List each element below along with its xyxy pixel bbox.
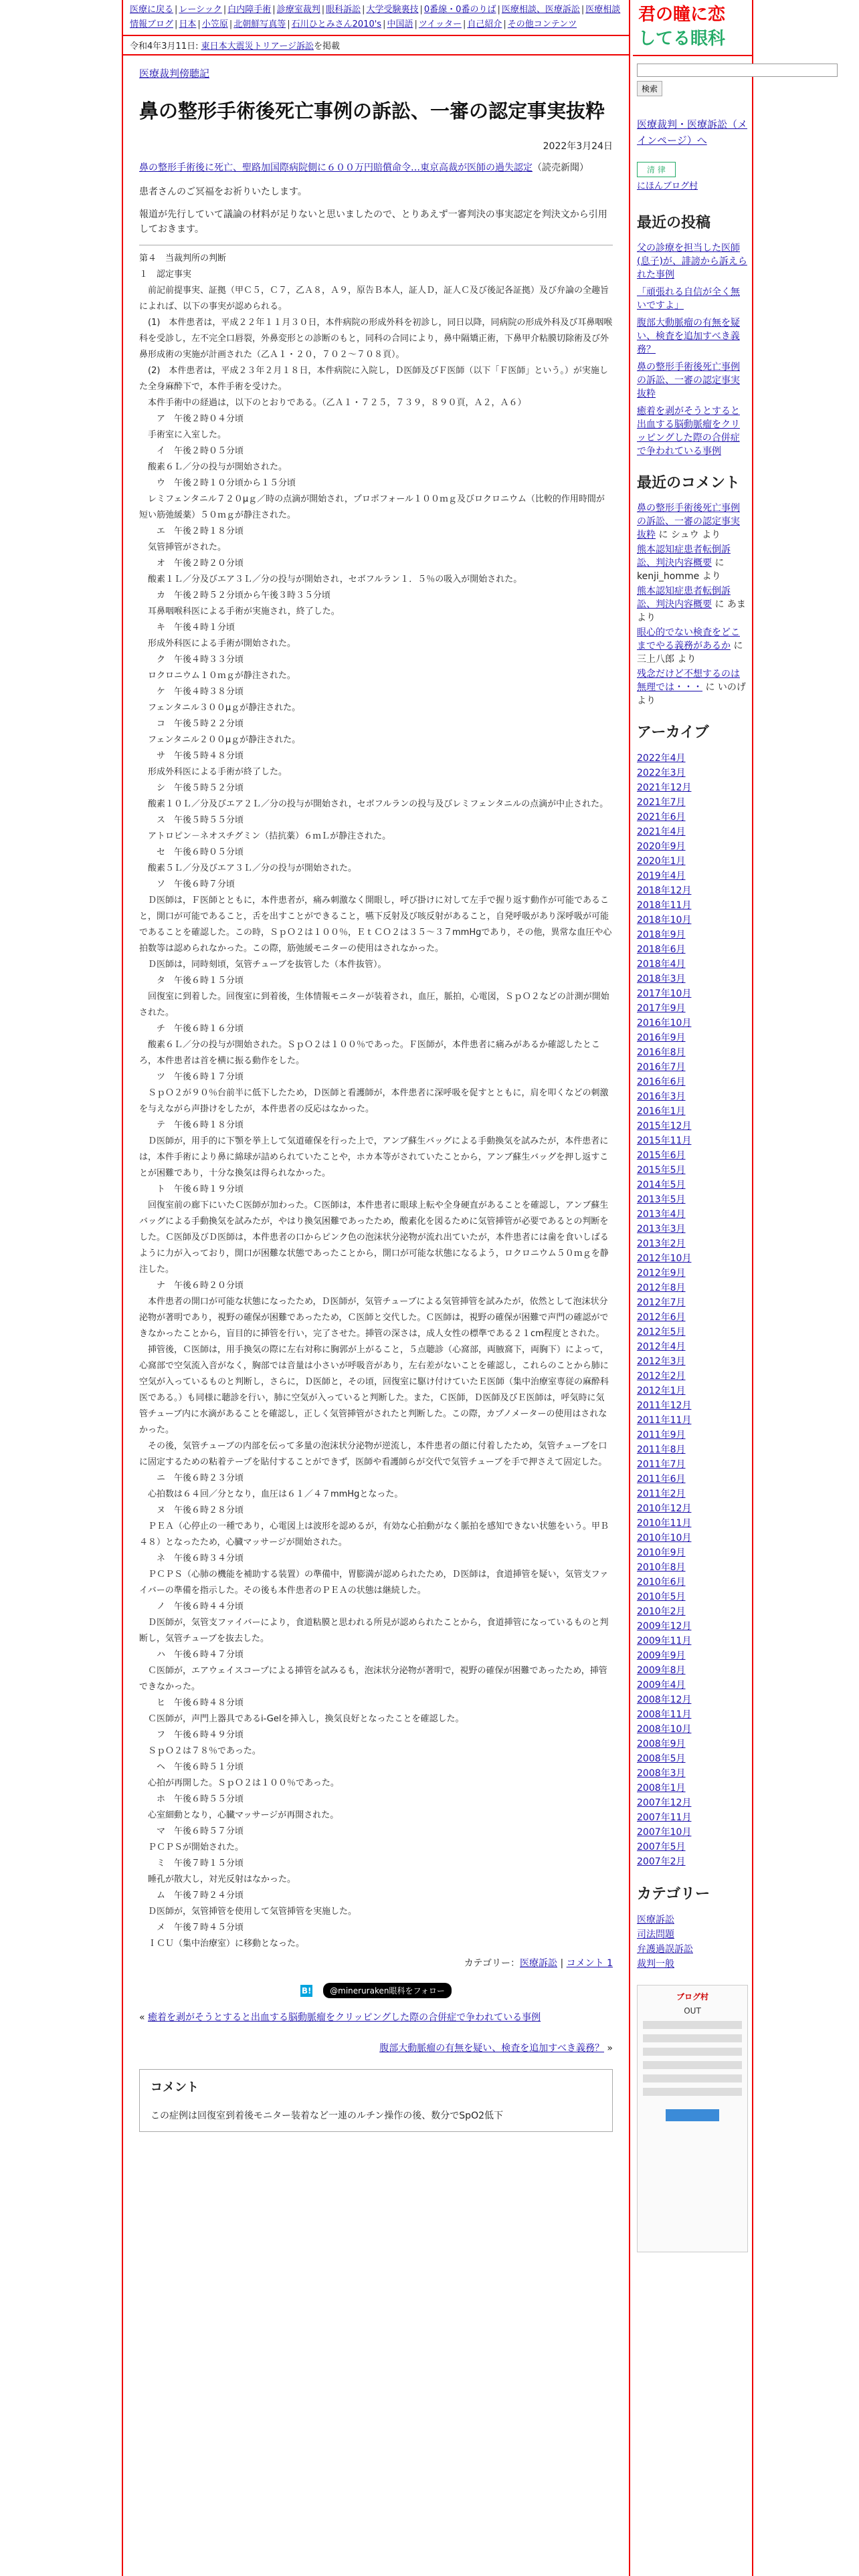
archive-link[interactable]: 2018年6月 <box>637 944 686 955</box>
archive-link[interactable]: 2015年12月 <box>637 1120 692 1132</box>
archive-link[interactable]: 2018年4月 <box>637 958 686 970</box>
archive-link[interactable]: 2022年4月 <box>637 752 686 764</box>
widget-row <box>643 2088 742 2096</box>
intro-paragraph-1: 患者さんのご冥福をお祈りいたします。 <box>139 187 307 197</box>
archive-link[interactable]: 2020年1月 <box>637 855 686 867</box>
recent-comments-list <box>637 502 748 708</box>
archive-link[interactable]: 2016年1月 <box>637 1105 686 1117</box>
recent-comment-item <box>637 667 748 708</box>
nav-separator: | <box>197 19 201 29</box>
archive-link[interactable]: 2009年9月 <box>637 1650 686 1661</box>
archive-list <box>637 751 748 1869</box>
meta-category-link[interactable]: 医療訴訟 <box>520 1958 558 1969</box>
article-title: 鼻の整形手術後死亡事例の訴訟、一審の認定事実抜粋 <box>139 100 605 122</box>
archive-link[interactable]: 2010年2月 <box>637 1606 686 1617</box>
archive-link[interactable]: 2021年12月 <box>637 782 692 793</box>
logo-line-2: してる眼科 <box>638 29 726 49</box>
article-date: 2022年3月24日 <box>543 141 613 152</box>
recent-comment-author: に 三上八郎 より <box>637 640 743 665</box>
recent-comment-link[interactable]: 鼻の整形手術後死亡事例の訴訟、一審の認定事実抜粋 <box>637 502 740 540</box>
top-navigation <box>123 0 629 36</box>
widget-row <box>643 2021 742 2029</box>
logo-line-1: 君の瞳に恋 <box>638 5 726 25</box>
recent-post-item <box>637 241 748 282</box>
nav-separator: | <box>414 19 417 29</box>
meta-label: カテゴリー： <box>464 1958 520 1969</box>
topnav-link[interactable]: 医療相談、医療訴訟 <box>501 5 580 15</box>
notice-link[interactable]: 東日本大震災トリアージ訴訟 <box>201 41 314 51</box>
topnav-link[interactable]: 医療に戻る <box>130 5 174 15</box>
recent-comment-link[interactable]: 眼心的でない検査をどこまでやる義務があるか <box>637 627 740 651</box>
topnav-link[interactable]: ツイッター <box>418 19 462 29</box>
archive-link[interactable]: 2012年7月 <box>637 1297 686 1308</box>
topnav-link[interactable]: 診療室裁判 <box>276 5 320 15</box>
archive-link[interactable]: 2009年12月 <box>637 1620 692 1632</box>
archive-link[interactable]: 2018年10月 <box>637 914 692 926</box>
site-logo[interactable] <box>633 0 752 56</box>
intro-paragraph-2: 報道が先行していて議論の材料が足りないと思いましたので、とりあえず一審判決の事実認定を判決文から引用しておきます。 <box>139 209 607 235</box>
archive-link[interactable]: 2016年8月 <box>637 1047 686 1058</box>
nav-separator: | <box>419 5 423 15</box>
twitter-follow-button[interactable]: @mineruraken眼科をフォロー <box>323 1983 452 1998</box>
widget-row <box>643 2074 742 2082</box>
archive-link[interactable]: 2016年7月 <box>637 1061 686 1073</box>
blogmura-button[interactable]: 清 律 <box>637 162 676 177</box>
prev-post-link[interactable]: 癒着を剥がそうとすると出血する脳動脈瘤をクリッピングした際の合併症で争われている事例 <box>148 2012 541 2023</box>
archive-link[interactable]: 2008年9月 <box>637 1738 686 1749</box>
archive-link[interactable]: 2007年12月 <box>637 1797 692 1808</box>
archive-link[interactable]: 2008年5月 <box>637 1753 686 1764</box>
topnav-link[interactable]: 日本 <box>179 19 197 29</box>
prev-arrow: « <box>139 2012 149 2023</box>
archive-link[interactable]: 2022年3月 <box>637 767 686 778</box>
topnav-link[interactable]: その他コンテンツ <box>507 19 577 29</box>
archive-link[interactable]: 2018年11月 <box>637 899 692 911</box>
archive-link[interactable]: 2021年7月 <box>637 796 686 808</box>
notice-bar <box>123 36 629 56</box>
archive-link[interactable]: 2010年8月 <box>637 1562 686 1573</box>
archive-link[interactable]: 2021年6月 <box>637 811 686 823</box>
archive-link[interactable]: 2011年12月 <box>637 1400 692 1411</box>
share-buttons <box>139 1983 613 1998</box>
recent-comment-link[interactable]: 熊本認知症患者転倒訴訟、判決内容概要 <box>637 544 731 568</box>
archive-link[interactable]: 2016年3月 <box>637 1091 686 1102</box>
recent-posts-title: 最近の投稿 <box>637 214 711 231</box>
archive-link[interactable]: 2012年2月 <box>637 1370 686 1382</box>
topnav-link[interactable]: 白内障手術 <box>227 5 272 15</box>
nav-separator: | <box>321 5 325 15</box>
archive-link[interactable]: 2013年5月 <box>637 1194 686 1205</box>
topnav-link[interactable]: 0番線・0番のりば <box>423 5 496 15</box>
archive-link[interactable]: 2015年6月 <box>637 1150 686 1161</box>
archive-link[interactable]: 2010年11月 <box>637 1517 692 1529</box>
topnav-link[interactable]: 大学受験裏技 <box>366 5 419 15</box>
archive-link[interactable]: 2016年9月 <box>637 1032 686 1043</box>
archive-link[interactable]: 2008年11月 <box>637 1709 692 1720</box>
recent-comment-link[interactable]: 残念だけど不想するのは無理では・・・ <box>637 668 740 693</box>
blogmura-link[interactable]: にほんブログ村 <box>637 181 698 191</box>
archive-link[interactable]: 2010年9月 <box>637 1547 686 1558</box>
archive-link[interactable]: 2012年5月 <box>637 1326 686 1337</box>
source-line <box>139 160 613 175</box>
archive-link[interactable]: 2011年11月 <box>637 1414 692 1426</box>
archive-link[interactable]: 2010年12月 <box>637 1503 692 1514</box>
nav-separator: | <box>503 19 506 29</box>
topnav-link[interactable]: 医療相談情報ブログ <box>130 5 621 29</box>
archive-link[interactable]: 2011年8月 <box>637 1444 686 1455</box>
archive-link[interactable]: 2014年5月 <box>637 1179 686 1190</box>
recent-comment-link[interactable]: 熊本認知症患者転倒訴訟、判決内容概要 <box>637 585 731 610</box>
archive-link[interactable]: 2016年10月 <box>637 1017 692 1029</box>
archive-link[interactable]: 2012年10月 <box>637 1253 692 1264</box>
nav-separator: | <box>175 5 178 15</box>
archive-link[interactable]: 2008年12月 <box>637 1694 692 1705</box>
nav-separator: | <box>362 5 365 15</box>
post-meta: カテゴリー：医療訴訟 | コメント 1 <box>464 1958 613 1969</box>
next-post-link[interactable]: 腹部大動脈瘤の有無を疑い、検査を追加すべき義務？ <box>379 2043 604 2054</box>
archive-link[interactable]: 2009年11月 <box>637 1635 692 1646</box>
search-input[interactable] <box>637 64 838 77</box>
comment-count-link[interactable]: コメント 1 <box>566 1958 613 1969</box>
category-link[interactable]: 弁護過誤訴訟 <box>637 1943 693 1955</box>
comments-title: コメント <box>151 2080 199 2095</box>
notice-prefix: 令和4年3月11日: <box>130 41 201 51</box>
topnav-link[interactable]: 眼科訴訟 <box>326 5 361 15</box>
nav-separator: | <box>287 19 290 29</box>
topnav-link[interactable]: 小笠原 <box>201 19 228 29</box>
nav-separator: | <box>581 5 585 15</box>
members-page-link[interactable]: 医療裁判・医療訴訟（メインページ）へ <box>637 118 748 146</box>
archive-link[interactable]: 2015年5月 <box>637 1164 686 1176</box>
archive-link[interactable]: 2009年4月 <box>637 1679 686 1691</box>
blogmura-widget[interactable] <box>637 1985 748 2252</box>
archive-link[interactable]: 2011年6月 <box>637 1473 686 1485</box>
archive-link[interactable]: 2010年6月 <box>637 1576 686 1588</box>
topnav-link[interactable]: 石川ひとみさん2010's <box>291 19 382 29</box>
widget-row <box>643 2048 742 2056</box>
recent-post-item <box>637 316 748 356</box>
next-arrow: » <box>603 2043 613 2054</box>
archive-link[interactable]: 2019年4月 <box>637 870 686 881</box>
archive-link[interactable]: 2007年10月 <box>637 1826 692 1838</box>
widget-row <box>643 2061 742 2069</box>
archive-link[interactable]: 2017年10月 <box>637 988 692 999</box>
search-button[interactable]: 検索 <box>637 81 662 96</box>
recent-post-link[interactable]: 腹部大動脈瘤の有無を疑い、検査を追加すべき義務？ <box>637 317 740 355</box>
nav-separator: | <box>175 19 178 29</box>
archive-link[interactable]: 2011年9月 <box>637 1429 686 1440</box>
article-category-link[interactable]: 医療裁判傍聴記 <box>139 68 210 80</box>
judgment-excerpt: 第４ 当裁判所の判断 １ 認定事実 前記前提事実、証拠（甲Ｃ５，Ｃ７，乙Ａ８，Ａ９，原告Ｂ本人，証人Ｄ，証人Ｃ及び後記各証拠）及び弁論の全趣旨によれば、以下の事実が認められる。 (1) 本件患者は，平成２２年１１月３０日，本件病院の形成外科を初診し，同日以降，同病院の形成外科及び耳鼻咽喉科を受診し，左不完全口唇裂，外鼻変形との診断のもと，同科の合同により，鼻中隔矯正術，下鼻甲介粘膜切除術及び外鼻形成術の実施が計画された（乙Ａ１・２０，７０２～７０８頁）。 (2) 本件患者は，平成２３年２月１８日，本件病院に入院し，Ｄ医師及びＦ医師（以下「Ｆ医師」という。）が実施した全身麻酔下で，本件手術を受けた。 本件手術中の経過は，以下のとおりである。（乙Ａ１・７２５，７３９，８９０頁，Ａ２，Ａ６） ア 午後２時０４分頃 手術室に入室した。 イ 午後２時０５分頃 酸素６Ｌ／分の投与が開始された。 ウ 午後２時１０分頃から１５分頃 レミフェンタニル７２０μｇ／時の点滴が開始され，プロポフォール１００ｍｇ及びロクロニウム（比較的作用時間が短い筋弛緩薬）５０ｍｇが静注された。 エ 午後２時１８分頃 気管挿管がされた。 オ 午後２時２０分頃 酸素１Ｌ／分及びエア３Ｌ／分の投与が開始され，セボフルラン１．５％の吸入が開始された。 カ 午後２時５２分頃から午後３時３５分頃 耳鼻咽喉科医による手術が実施され，終了した。 キ 午後４時１分頃 形成外科医による手術が開始された。 ク 午後４時３３分頃 ロクロニウム１０ｍｇが静注された。 ケ 午後４時３８分頃 フェンタニル３００μｇが静注された。 コ 午後５時２２分頃 フェンタニル２００μｇが静注された。 サ 午後５時４８分頃 形成外科医による手術が終了した。 シ 午後５時５２分頃 酸素１０Ｌ／分及びエア２Ｌ／分の投与が開始され，セボフルランの投与及びレミフェンタニルの点滴が中止された。 ス 午後５時５５分頃 アトロピン－ネオスチグミン（拮抗薬）６ｍＬが静注された。 セ 午後６時０５分頃 酸素５Ｌ／分及びエア３Ｌ／分の投与が開始された。 ソ 午後６時７分頃 Ｄ医師は，Ｆ医師とともに，本件患者が，痛み刺激なく開眼し，呼び掛けに対して左手で握り返す動作が可能であること，開口が可能であること，舌を出すことができること，嚥下反射及び咳反射があること，自発呼吸があり深呼吸が可能であることを確認した。この時，ＳｐＯ２は１００％，ＥｔＣＯ２は３５～３７mmHgであり，その他，異常な血圧や心拍数等は認められなかった。この際，筋弛緩モニターの使用はされなかった。 Ｄ医師は，同時刻頃，気管チューブを抜管した（本件抜管）。 タ 午後６時１５分頃 回復室に到着した。回復室に到着後，生体情報モニターが装着され，血圧，脈拍，心電図，ＳｐＯ２などの計測が開始された。 チ 午後６時１６分頃 酸素６Ｌ／分の投与が開始された。ＳｐＯ２は１００％であった。Ｆ医師が，本件患者に痛みがあるか確認したところ，本件患者は首を横に振る動作をした。 ツ 午後６時１７分頃 ＳｐＯ２が９０％台前半に低下したため，Ｄ医師と看護師が，本件患者に深呼吸を促すとともに，肩を叩くなどの刺激を与えながら声掛けをしたが，本件患者の反応はなかった。 テ 午後６時１８分頃 Ｄ医師が，用手的に下顎を挙上して気道確保を行った上で，アンブ蘇生バッグによる手動換気を試みたが，本件患者には，本件手術により鼻に綿球が詰められていたことや，ホカ本等がされていたことから，アンブ蘇生バッグを押し返すことが困難であり，十分な換気は得られなかった。 ト 午後６時１９分頃 回復室前の廊下にいたＣ医師が加わった。Ｃ医師は，本件患者に眼球上転や全身硬直があることを確認し，アンブ蘇生バッグによる手動換気を試みたが，やはり換気困難であったため，酸素化を図るために気管挿管が必要であるとの判断をした。Ｃ医師及びＤ医師は，本件患者の口からピンク色の泡沫状分泌物が流れ出ていたが，本件患者には歯を食いしばるように力が入っており，開口が困難な状態であったことから，開口が可能な状態になるよう，ロクロニウム５０ｍｇを静注した。 ナ 午後６時２０分頃 本件患者の開口が可能な状態になったため，Ｄ医師が，気管チューブによる気管挿管を試みたが，依然として泡沫状分泌物が著明であり，視野の確保が困難であったため，Ｃ医師と交代した。Ｃ医師は，視野の確保が困難で声門の確認ができなかったことから，盲目的に挿管を行い，完了させた。挿管の深さは，成人女性の標準である２１cm程度とされた。 挿管後，Ｃ医師は，用手換気の際に左右対称に胸郭が上がること，５点聴診（心窩部，両腋窩下，両胸下）によって，心窩部で空気流入音がなく，胸部では音量は小さいが呼吸音があり，左右差がないことを確認し，これらのことから肺に空気が入っているものと判断し，さらに，Ｄ医師と，その頃，回復室に駆け付けていたＥ医師（集中治療室専従の麻酔科医である。）も同様に聴診を行い，肺に空気が入っていると判断した。また，Ｃ医師，Ｄ医師及びＥ医師は，呼気時に気管チューブ内に水滴があることを確認し，正しく気管挿管がされたと判断した。この際，カプノメーターの使用はされなかった。 その後，気管チューブの内部を伝って多量の泡沫状分泌物が逆流し，本件患者の顔に付着したため，気管チューブを口に固定するための粘着テープを貼付することができず，医師や看護師らが交代で気管チューブを手で押さえて固定した。 ニ 午後６時２３分頃 心拍数は６４回／分となり，血圧は６１／４７mmHgとなった。 ヌ 午後６時２８分頃 ＰＥＡ（心停止の一種であり，心電図上は波形を認めるが，有効な心拍動がなく脈拍を感知できない状態をいう。甲Ｂ４８）となったため，心臓マッサージが開始された。 ネ 午後６時３４分頃 ＰＣＰＳ（心肺の機能を補助する装置）の準備中，胃膨満が認められたため，Ｄ医師は，食道挿管を疑い，気管支ファイバーの準備を指示した。その後も本件患者のＰＥＡの状態は継続した。 ノ 午後６時４４分頃 Ｄ医師が，気管支ファイバーにより，食道粘膜と思われる所見が認められたことから，食道挿管になっているものと判断し，気管チューブを抜去した。 ハ 午後６時４７分頃 Ｃ医師が，エアウェイスコープによる挿管を試みるも，泡沫状分泌物が著明で，視野の確保が困難であったため，挿管できなかった。 ヒ 午後６時４８分頃 Ｃ医師が，声門上器具であるi-Gelを挿入し，換気良好となったことを確認した。 フ 午後６時４９分頃 ＳｐＯ２は７８％であった。 ヘ 午後６時５１分頃 心拍が再開した。ＳｐＯ２は１００％であった。 ホ 午後６時５５分頃 心室細動となり，心臓マッサージが再開された。 マ 午後６時５７分頃 ＰＣＰＳが開始された。 ミ 午後７時１５分頃 睡孔が散大し，対光反射はなかった。 ム 午後７時２４分頃 Ｄ医師が，気管挿管を使用して気管挿管を実施した。 メ 午後７時４５分頃 ＩＣＵ（集中治療室）に移動となった。 <box>139 253 613 1949</box>
archive-link[interactable]: 2008年10月 <box>637 1723 692 1735</box>
widget-subtitle: OUT <box>684 2006 701 2016</box>
hatena-bookmark-icon[interactable]: B! <box>301 1985 312 1996</box>
archive-link[interactable]: 2009年8月 <box>637 1665 686 1676</box>
category-list <box>637 1913 748 1971</box>
archive-link[interactable]: 2007年5月 <box>637 1841 686 1852</box>
archive-link[interactable]: 2010年5月 <box>637 1591 686 1602</box>
archive-link[interactable]: 2017年9月 <box>637 1002 686 1014</box>
archive-link[interactable]: 2018年3月 <box>637 973 686 984</box>
archive-link[interactable]: 2011年2月 <box>637 1488 686 1499</box>
category-link[interactable]: 医療訴訟 <box>637 1914 674 1925</box>
recent-post-item <box>637 286 748 312</box>
main-column <box>122 0 630 2576</box>
archive-link[interactable]: 2021年4月 <box>637 826 686 837</box>
topnav-link[interactable]: 中国語 <box>387 19 413 29</box>
archive-link[interactable]: 2008年1月 <box>637 1782 686 1794</box>
archive-link[interactable]: 2010年10月 <box>637 1532 692 1543</box>
archive-link[interactable]: 2018年9月 <box>637 929 686 940</box>
topnav-link[interactable]: レーシック <box>179 5 222 15</box>
topnav-link[interactable]: 北朝鮮写真等 <box>233 19 286 29</box>
nav-separator: | <box>383 19 386 29</box>
recent-comment-item <box>637 543 748 583</box>
archive-link[interactable]: 2012年8月 <box>637 1282 686 1293</box>
archive-link[interactable]: 2018年12月 <box>637 885 692 896</box>
archive-link[interactable]: 2013年4月 <box>637 1208 686 1220</box>
archive-link[interactable]: 2007年2月 <box>637 1856 686 1867</box>
recent-post-link[interactable]: 「頑張れる自信が全く無いですよ」 <box>637 286 740 311</box>
source-link[interactable]: 鼻の整形手術後に死亡、聖路加国際病院側に６００万円賠償命令…東京高裁が医師の過失認定 <box>139 163 533 173</box>
nav-separator: | <box>462 19 466 29</box>
archive-link[interactable]: 2011年7月 <box>637 1459 686 1470</box>
notice-suffix: を掲載 <box>313 41 340 51</box>
category-link[interactable]: 司法問題 <box>637 1929 674 1940</box>
archive-link[interactable]: 2007年11月 <box>637 1812 692 1823</box>
recent-post-item <box>637 360 748 401</box>
archive-link[interactable]: 2013年2月 <box>637 1238 686 1249</box>
recent-post-link[interactable]: 父の診療を担当した医師(息子)が、誹謗から訴えられた事例 <box>637 242 747 280</box>
archive-link[interactable]: 2013年3月 <box>637 1223 686 1235</box>
recent-post-link[interactable]: 鼻の整形手術後死亡事例の訴訟、一審の認定事実抜粋 <box>637 361 740 399</box>
archive-link[interactable]: 2008年3月 <box>637 1767 686 1779</box>
archive-link[interactable]: 2020年9月 <box>637 841 686 852</box>
recent-post-item <box>637 405 748 458</box>
recent-comment-item <box>637 584 748 625</box>
nav-separator: | <box>497 5 500 15</box>
nav-separator: | <box>229 19 233 29</box>
blogmura-banner <box>637 162 748 191</box>
archive-link[interactable]: 2012年6月 <box>637 1311 686 1323</box>
recent-comments-title: 最近のコメント <box>637 474 741 492</box>
nav-separator: | <box>272 5 276 15</box>
category-link[interactable]: 裁判一般 <box>637 1958 674 1969</box>
article <box>123 56 629 2137</box>
recent-comment-author: に いのげ より <box>637 681 746 706</box>
recent-comment-author: に kenji_homme より <box>637 557 725 582</box>
comments-section <box>139 2069 613 2132</box>
archive-link[interactable]: 2012年9月 <box>637 1267 686 1279</box>
comment-text: この症例は回復室到着後モニター装着など一連のルチン操作の後、数分でSpO2低下 <box>151 2111 503 2121</box>
categories-title: カテゴリー <box>637 1885 710 1903</box>
widget-button[interactable] <box>666 2109 719 2121</box>
recent-posts-list <box>637 241 748 458</box>
archive-link[interactable]: 2015年11月 <box>637 1135 692 1146</box>
nav-separator: | <box>223 5 227 15</box>
archive-link[interactable]: 2016年6月 <box>637 1076 686 1087</box>
topnav-link[interactable]: 自己紹介 <box>467 19 502 29</box>
recent-comment-author: に あまより <box>637 599 746 623</box>
post-pager <box>139 2010 613 2056</box>
archive-link[interactable]: 2012年3月 <box>637 1356 686 1367</box>
sidebar <box>633 0 753 2576</box>
recent-comment-item <box>637 502 748 542</box>
archive-link[interactable]: 2012年4月 <box>637 1341 686 1352</box>
archive-title: アーカイブ <box>637 724 709 741</box>
widget-title: ブログ村 <box>676 1992 708 2002</box>
recent-post-link[interactable]: 癒着を剥がそうとすると出血する脳動脈瘤をクリッピングした際の合併症で争われている事例 <box>637 405 740 457</box>
recent-comment-item <box>637 626 748 666</box>
source-suffix: （読売新聞） <box>533 163 589 173</box>
search-form <box>637 63 748 96</box>
archive-link[interactable]: 2012年1月 <box>637 1385 686 1396</box>
recent-comment-author: に シュウ より <box>656 529 721 540</box>
widget-row <box>643 2034 742 2042</box>
